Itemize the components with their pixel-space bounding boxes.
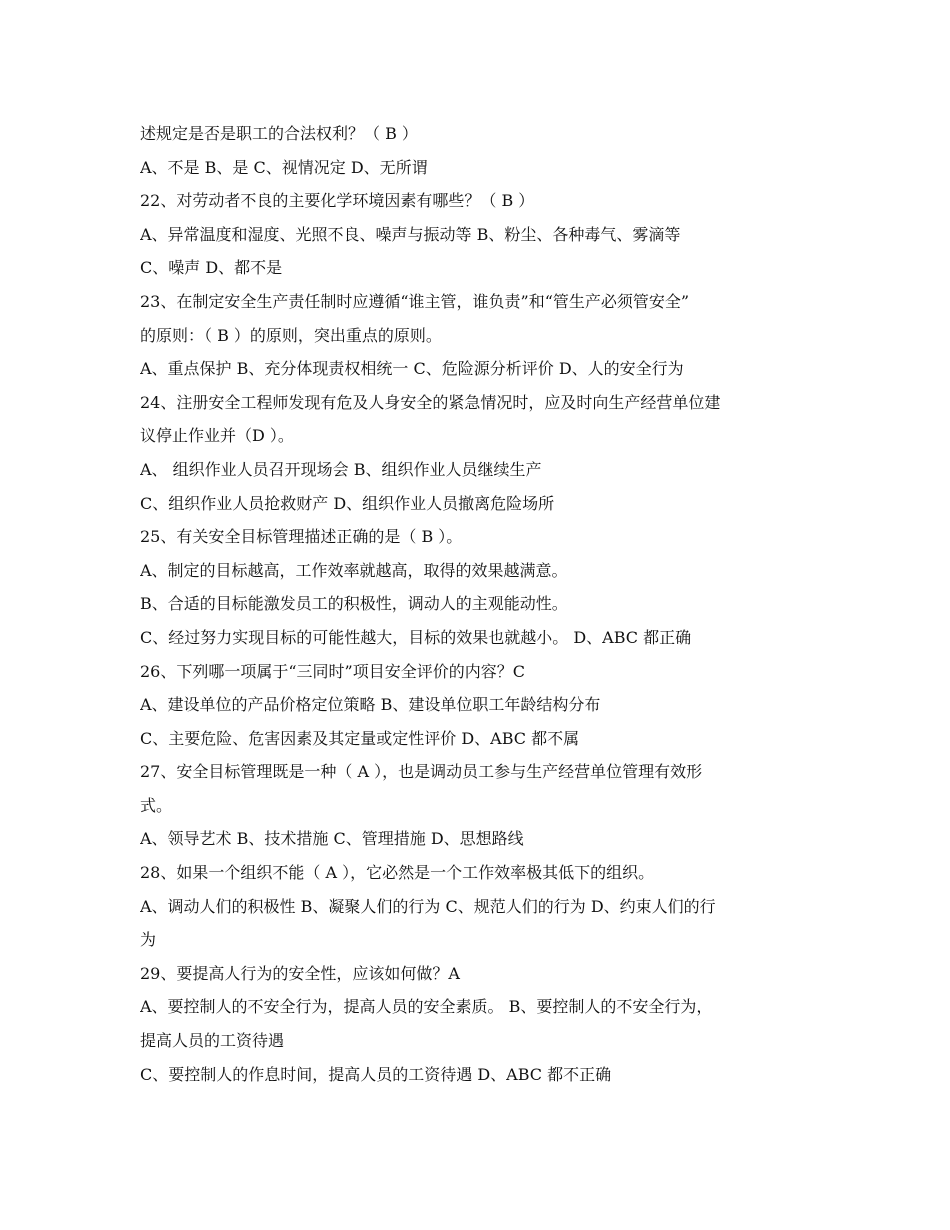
text-line: A、要控制人的不安全行为，提高人员的安全素质。 B、要控制人的不安全行为， (140, 997, 713, 1017)
text-line: 议停止作业并（D ）。 (140, 426, 294, 446)
text-line: 为 (140, 930, 157, 950)
question-line: 27、安全目标管理既是一种（ A ），也是调动员工参与生产经营单位管理有效形 (140, 762, 703, 782)
text-line: A、 组织作业人员召开现场会 B、组织作业人员继续生产 (140, 459, 542, 479)
text-line: A、领导艺术 B、技术措施 C、管理措施 D、思想路线 (140, 829, 524, 849)
question-line: 25、有关安全目标管理描述正确的是（ B ）。 (140, 527, 463, 547)
text-line: A、建设单位的产品价格定位策略 B、建设单位职工年龄结构分布 (140, 695, 601, 715)
text-line: C、要控制人的作息时间，提高人员的工资待遇 D、ABC 都不正确 (140, 1064, 612, 1084)
question-line: 24、注册安全工程师发现有危及人身安全的紧急情况时，应及时向生产经营单位建 (140, 392, 721, 412)
text-line: 述规定是否是职工的合法权利？（ B ） (140, 124, 418, 143)
text-line: C、经过努力实现目标的可能性越大，目标的效果也就越小。 D、ABC 都正确 (140, 627, 692, 647)
text-line: 的原则：（ B ）的原则，突出重点的原则。 (140, 325, 442, 345)
text-line: C、噪声 D、都不是 (140, 258, 283, 278)
question-line: 23、在制定安全生产责任制时应遵循“谁主管，谁负责”和“管生产必须管安全” (140, 291, 690, 311)
document-body (140, 117, 830, 1091)
question-line: 26、下列哪一项属于“三同时”项目安全评价的内容？C (140, 661, 525, 681)
text-line: C、主要危险、危害因素及其定量或定性评价 D、ABC 都不属 (140, 728, 580, 748)
text-line: A、调动人们的积极性 B、凝聚人们的行为 C、规范人们的行为 D、约束人们的行 (140, 896, 716, 916)
text-line: A、重点保护 B、充分体现责权相统一 C、危险源分析评价 D、人的安全行为 (140, 359, 684, 379)
text-line: A、异常温度和湿度、光照不良、噪声与振动等 B、粉尘、各种毒气、雾滴等 (140, 224, 681, 244)
text-line: 提高人员的工资待遇 (140, 1031, 285, 1051)
question-line: 29、要提高人行为的安全性，应该如何做？A (140, 963, 460, 983)
text-line: 式。 (140, 795, 173, 815)
text-line: A、制定的目标越高，工作效率就越高，取得的效果越满意。 (140, 560, 568, 580)
question-line: 28、如果一个组织不能（ A ），它必然是一个工作效率极其低下的组织。 (140, 863, 655, 883)
text-line: C、组织作业人员抢救财产 D、组织作业人员撤离危险场所 (140, 493, 555, 513)
text-line: B、合适的目标能激发员工的积极性，调动人的主观能动性。 (140, 594, 568, 614)
text-line: A、不是 B、是 C、视情况定 D、无所谓 (140, 157, 428, 177)
question-line: 22、对劳动者不良的主要化学环境因素有哪些？（ B ） (140, 191, 535, 211)
